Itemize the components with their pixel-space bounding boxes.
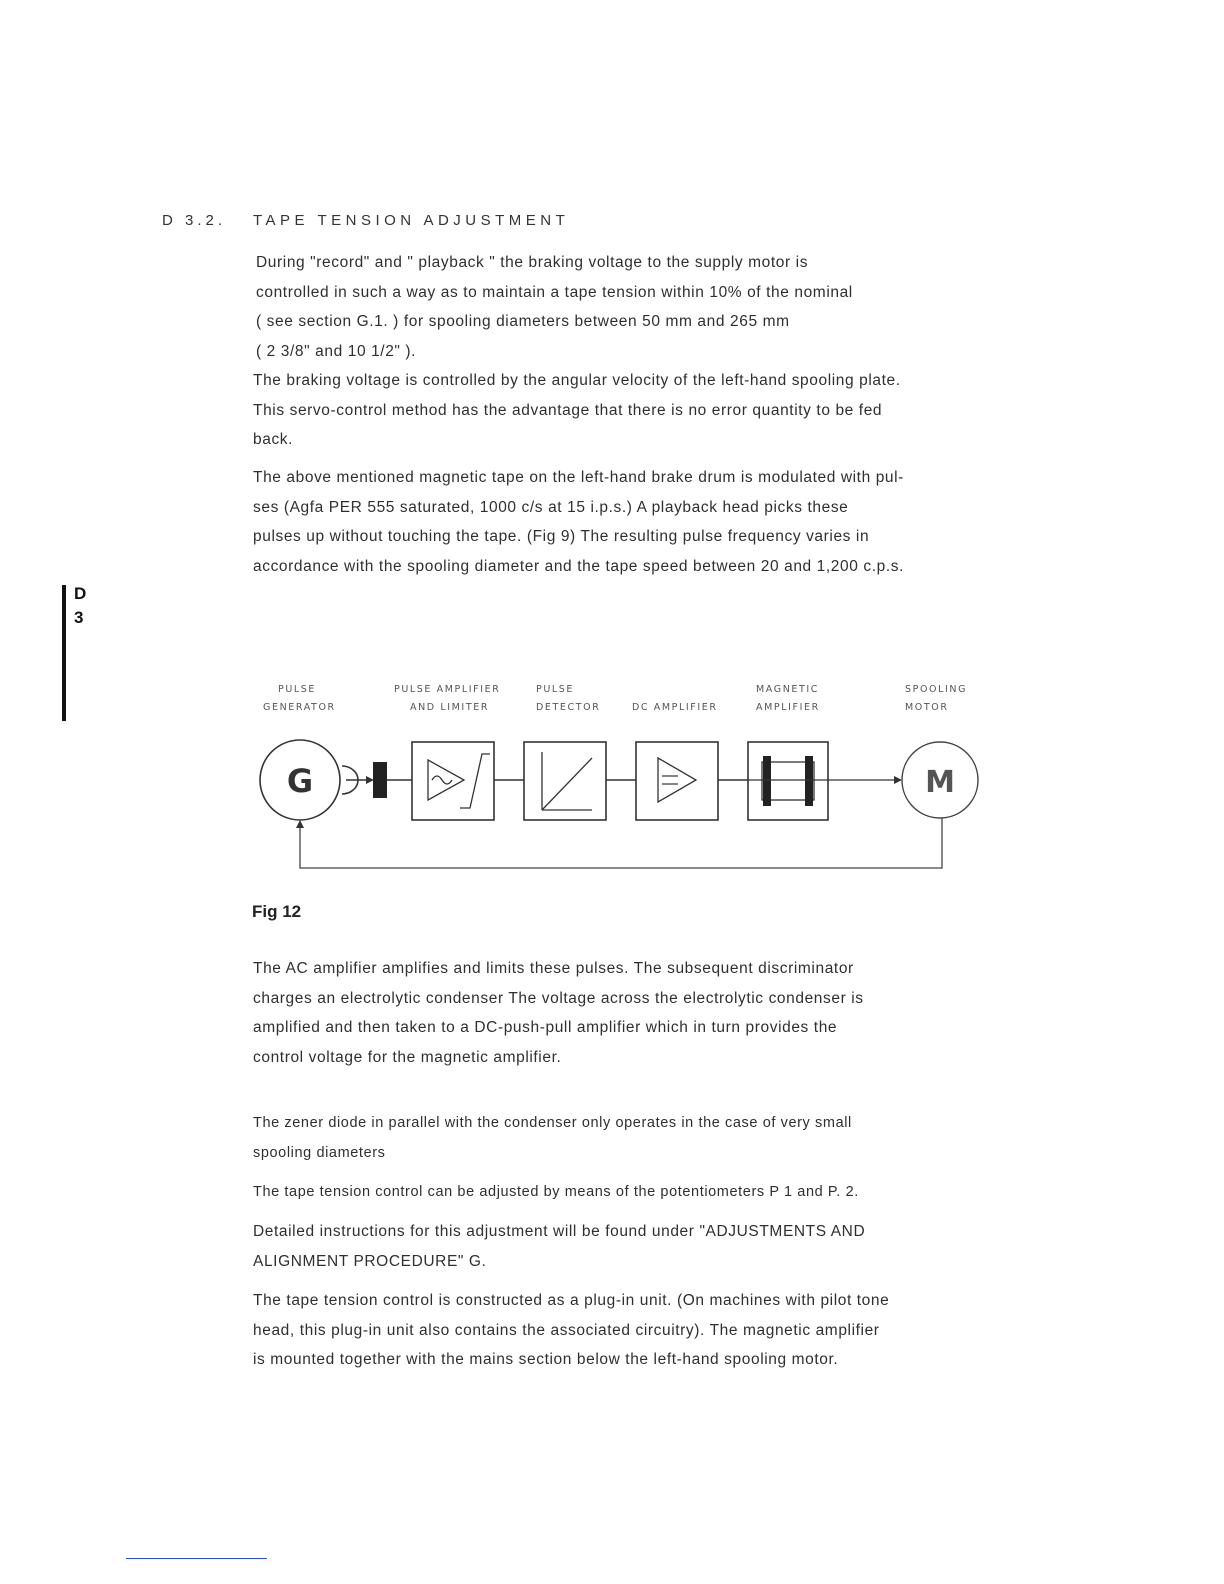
text-line: The zener diode in parallel with the condenser only operates in the case of very small bbox=[253, 1115, 852, 1131]
motor-letter: M bbox=[925, 765, 955, 800]
dc-amplifier-block bbox=[636, 742, 718, 820]
text-line: ( 2 3/8" and 10 1/2" ). bbox=[256, 342, 417, 360]
spooling-motor-symbol bbox=[902, 742, 978, 818]
label-generator-line2: GENERATOR bbox=[263, 702, 336, 713]
label-pulse-amplifier-line1: PULSE AMPLIFIER bbox=[394, 684, 501, 695]
pickup-head-symbol bbox=[342, 762, 412, 798]
paragraph-5 bbox=[253, 1109, 852, 1168]
paragraph-7 bbox=[253, 1217, 865, 1276]
pulse-amplifier-block bbox=[412, 742, 494, 820]
text-line: The braking voltage is controlled by the angular velocity of the left-hand spooling plate. bbox=[253, 372, 901, 389]
block-diagram bbox=[250, 676, 990, 876]
text-line: is mounted together with the mains section below the left-hand spooling motor. bbox=[253, 1351, 839, 1368]
text-line: ses (Agfa PER 555 saturated, 1000 c/s at 15 i.p.s.) A playback head picks these bbox=[253, 498, 849, 516]
label-pulse-detector-line1: PULSE bbox=[536, 684, 575, 695]
paragraph-1 bbox=[256, 248, 853, 366]
pulse-detector-block bbox=[524, 742, 606, 820]
label-magnetic-amplifier-line1: MAGNETIC bbox=[756, 684, 820, 695]
text-line: pulses up without touching the tape. (Fig 9) The resulting pulse frequency varies in bbox=[253, 528, 870, 545]
text-line: This servo-control method has the advantage that there is no error quantity to be fed bbox=[253, 401, 883, 419]
text-line: controlled in such a way as to maintain a tape tension within 10% of the nominal bbox=[256, 283, 853, 301]
figure-caption: Fig 12 bbox=[252, 902, 302, 921]
label-pulse-detector-line2: DETECTOR bbox=[536, 702, 601, 713]
paragraph-2 bbox=[253, 366, 901, 455]
text-line: The above mentioned magnetic tape on the left-hand brake drum is modulated with pul- bbox=[253, 469, 904, 486]
text-line: accordance with the spooling diameter and the tape speed between 20 and 1,200 c.p.s. bbox=[253, 557, 905, 575]
text-line: ( see section G.1. ) for spooling diameters between 50 mm and 265 mm bbox=[256, 313, 790, 330]
section-tab-letter: D bbox=[74, 584, 87, 603]
text-line: The tape tension control can be adjusted by means of the potentiometers P 1 and P. 2. bbox=[253, 1184, 859, 1200]
label-generator-line1: PULSE bbox=[278, 684, 317, 695]
label-dc-amplifier-line2: DC AMPLIFIER bbox=[632, 702, 718, 713]
label-spooling-motor-line2: MOTOR bbox=[905, 702, 949, 713]
section-title: TAPE TENSION ADJUSTMENT bbox=[253, 212, 570, 229]
section-number: D 3.2. bbox=[162, 212, 227, 229]
text-line: The tape tension control is constructed as a plug-in unit. (On machines with pilot tone bbox=[253, 1292, 890, 1309]
text-line: back. bbox=[253, 431, 294, 448]
diagram-labels bbox=[263, 684, 967, 713]
label-spooling-motor-line1: SPOOLING bbox=[905, 684, 968, 695]
section-tab-number: 3 bbox=[74, 608, 84, 627]
paragraph-4 bbox=[253, 954, 864, 1072]
paragraph-3 bbox=[253, 463, 904, 581]
label-magnetic-amplifier-line2: AMPLIFIER bbox=[756, 702, 820, 713]
pulse-generator-symbol bbox=[260, 740, 340, 820]
feedback-line bbox=[296, 818, 942, 868]
text-line: amplified and then taken to a DC-push-pull amplifier which in turn provides the bbox=[253, 1019, 838, 1036]
text-line: ALIGNMENT PROCEDURE" G. bbox=[253, 1252, 487, 1270]
label-pulse-amplifier-line2: AND LIMITER bbox=[410, 702, 490, 713]
text-line: control voltage for the magnetic amplifier. bbox=[253, 1048, 562, 1066]
text-line: spooling diameters bbox=[253, 1144, 386, 1161]
text-line: charges an electrolytic condenser The voltage across the electrolytic condenser is bbox=[253, 989, 864, 1007]
magnetic-amplifier-block bbox=[748, 742, 828, 820]
text-line: Detailed instructions for this adjustment will be found under "ADJUSTMENTS AND bbox=[253, 1223, 866, 1240]
paragraph-6 bbox=[253, 1178, 859, 1208]
footer-rule bbox=[126, 1558, 267, 1559]
generator-letter: G bbox=[286, 762, 314, 800]
text-line: During "record" and " playback " the braking voltage to the supply motor is bbox=[256, 254, 809, 271]
section-tab-bar bbox=[62, 585, 66, 721]
text-line: head, this plug-in unit also contains the associated circuitry). The magnetic amplifier bbox=[253, 1321, 880, 1339]
text-line: The AC amplifier amplifies and limits these pulses. The subsequent discriminator bbox=[253, 960, 854, 977]
paragraph-8 bbox=[253, 1286, 889, 1375]
